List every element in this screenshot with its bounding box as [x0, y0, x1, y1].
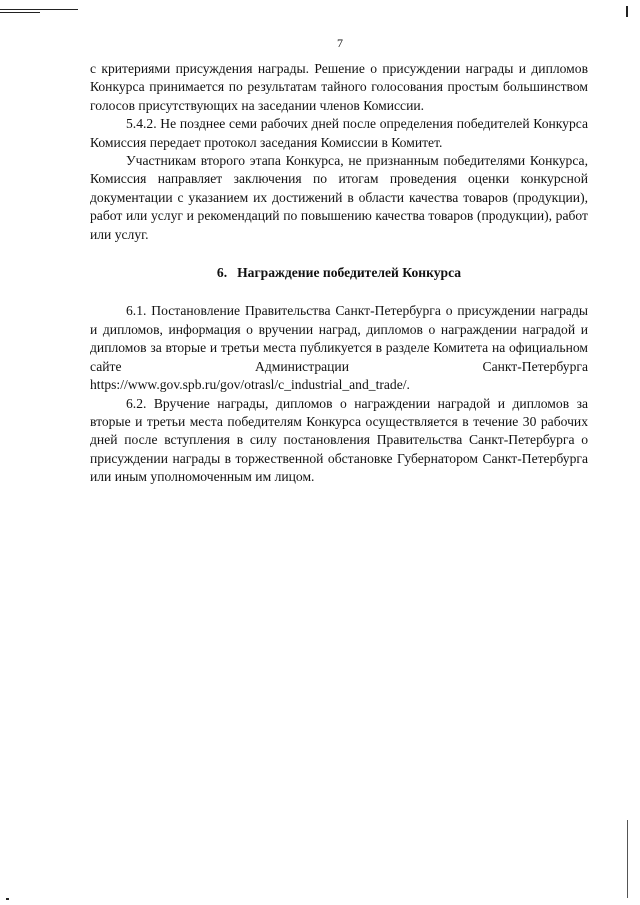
scan-artifact-line [0, 9, 78, 10]
scan-artifact-mark [626, 6, 628, 17]
paragraph-6-2: 6.2. Вручение награды, дипломов о награждении наградой и дипломов за вторые и третьи места победителям Конкурса осуществляется в течение 30 рабочих дней после вступления в силу постановления Правительства Санкт-Петербурга о присуждении награды в торжественной обстановке Губернатором Санкт-Петербурга или иным уполномоченным им лицом. [90, 395, 588, 485]
scan-artifact-mark [6, 898, 9, 900]
paragraph-continuation: с критериями присуждения награды. Решение о присуждении награды и дипломов Конкурса принимается по результатам тайного голосования простым большинством голосов присутствующих на заседании членов Комиссии. [90, 61, 588, 113]
scan-artifact-line [627, 820, 628, 898]
document-body [90, 60, 588, 487]
paragraph-5-4-2: 5.4.2. Не позднее семи рабочих дней после определения победителей Конкурса Комиссия передает протокол заседания Комиссии в Комитет. [90, 116, 588, 150]
section-number: 6. [216, 265, 228, 281]
scan-artifact-line [0, 12, 40, 13]
paragraph-6-1: 6.1. Постановление Правительства Санкт-Петербурга о присуждении награды и дипломов, информация о вручении наград, дипломов о награждении наградой и дипломов за вторые и третьи места публикуется в разделе Комитета на официальном сайте Администрации Санкт-Петербурга https://www.gov.spb.ru/gov/otrasl/c_industrial_and_trade/. [90, 303, 588, 393]
paragraph-participants: Участникам второго этапа Конкурса, не признанным победителями Конкурса, Комиссия направляет заключения по итогам проведения оценки конкурсной документации с указанием их достижений в области качества товаров (продукции), работ или услуг и рекомендаций по повышению качества товаров (продукции), работ или услуг. [90, 153, 588, 242]
section-heading [90, 264, 588, 282]
page-number: 7 [337, 36, 343, 50]
section-title: Награждение победителей Конкурса [237, 265, 462, 281]
